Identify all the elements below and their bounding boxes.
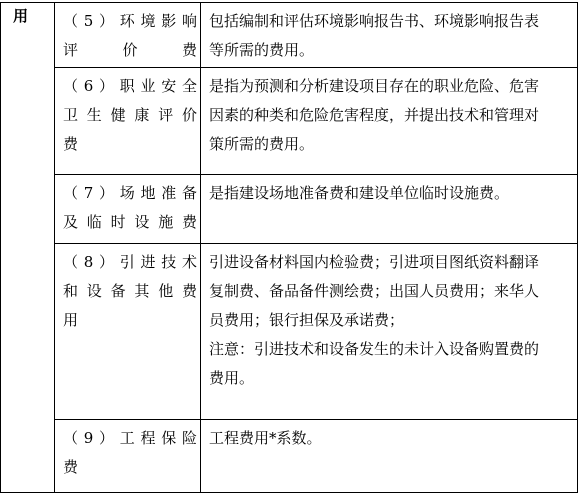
desc-line: 费用。 <box>209 369 255 387</box>
desc-line: 工程费用*系数。 <box>209 429 322 447</box>
desc-line: 等所需的费用。 <box>209 41 315 59</box>
table-row <box>1 3 578 68</box>
item-cell <box>55 175 201 244</box>
item-cell <box>55 68 201 175</box>
desc-line: 复制费、备品备件测绘费；出国人员费用；来华人 <box>209 282 540 300</box>
item-line: 费 <box>63 458 79 476</box>
item-cell <box>55 420 201 493</box>
table-row <box>1 68 578 175</box>
desc-line: 是指为预测和分析建设项目存在的职业危险、危害 <box>209 77 540 95</box>
table-row <box>1 244 578 420</box>
fee-table <box>0 2 578 493</box>
item-line: 卫生健康评价 <box>63 106 197 124</box>
item-line: 及临时设施费 <box>63 213 197 231</box>
category-cell <box>1 3 55 493</box>
desc-line: 策所需的费用。 <box>209 135 315 153</box>
item-line: （6）职业安全 <box>63 77 197 95</box>
item-cell <box>55 3 201 68</box>
description-cell <box>201 68 578 175</box>
desc-line: 是指建设场地准备费和建设单位临时设施费。 <box>209 184 510 202</box>
item-line: （8）引进技术 <box>63 253 197 271</box>
table-row <box>1 420 578 493</box>
description-cell <box>201 175 578 244</box>
desc-line: 因素的种类和危险危害程度，并提出技术和管理对 <box>209 106 540 124</box>
item-line: （9）工程保险 <box>63 429 197 447</box>
item-cell <box>55 244 201 420</box>
item-line: 用 <box>63 311 79 329</box>
desc-line: 包括编制和评估环境影响报告书、环境影响报告表 <box>209 12 540 30</box>
item-line: 和设备其他费 <box>63 282 197 300</box>
category-label: 用 <box>13 7 29 25</box>
description-cell <box>201 420 578 493</box>
description-cell <box>201 3 578 68</box>
desc-line: 员费用；银行担保及承诺费； <box>209 311 405 329</box>
item-line: 费 <box>63 135 79 153</box>
item-line: （5）环境影响 <box>63 12 197 30</box>
item-line: （7）场地准备 <box>63 184 197 202</box>
item-line: 评价费 <box>63 41 197 59</box>
desc-line: 注意：引进技术和设备发生的未计入设备购置费的 <box>209 340 540 358</box>
description-cell <box>201 244 578 420</box>
table-row <box>1 175 578 244</box>
desc-line: 引进设备材料国内检验费；引进项目图纸资料翻译 <box>209 253 540 271</box>
